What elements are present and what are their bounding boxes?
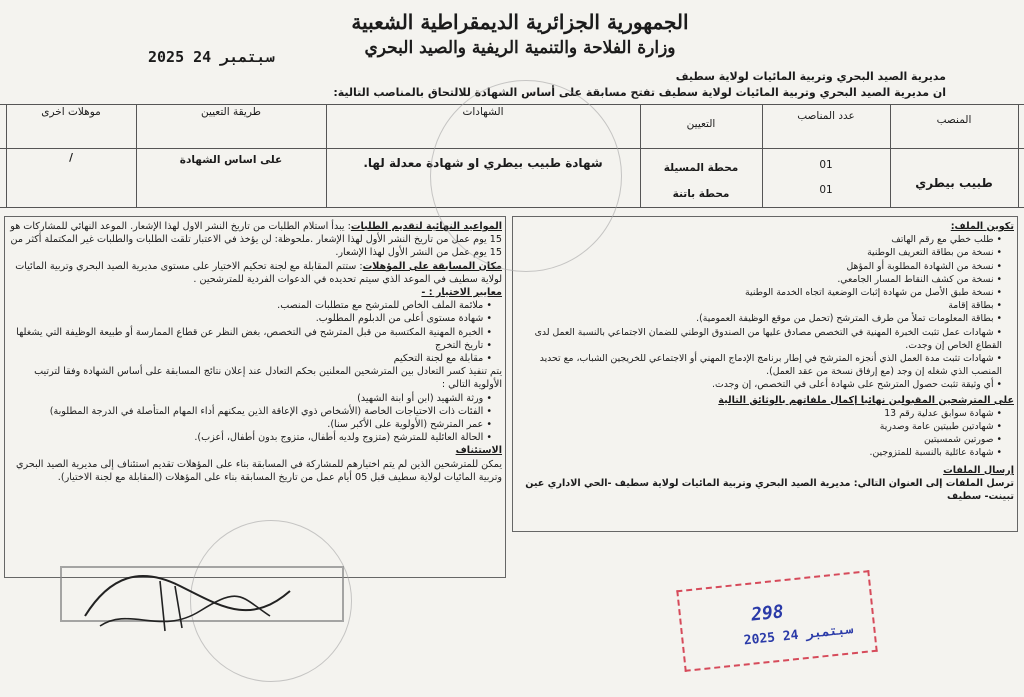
header-method: طريقة التعيين (200, 106, 262, 118)
final-docs-title: على المترشحين المقبولين نهائيا إكمال ملفاتهم بالوثائق التالية (718, 394, 1014, 406)
header-assignment: التعيين (686, 118, 716, 130)
send-title: إرسال الملفات (943, 464, 1014, 476)
appeal-title: الاستئناف (455, 445, 502, 457)
signature (70, 556, 310, 646)
place-text: ستتم المقابلة مع لجنة تحكيم الاختيار على مستوى مديرية الصيد البحري وتربية المائيات لولاية سطيف في الموعد الذي سيتم تحديده في الدعوات الفردية للمترشحين . (15, 260, 502, 285)
row1-count: 01 (819, 159, 833, 171)
criteria-item: • مقابلة مع لجنة التحكيم (6, 352, 492, 365)
file-item: • بطاقة إقامة (516, 299, 1002, 312)
deadline-paragraph: المواعيد النهائية لتقديم الطلبات: يبدأ استلام الطلبات من تاريخ النشر الاول لهذا الإشعار. الموعد النهائي للمشاركات هو 15 يوم عمل من تاريخ النشر الأول لهذا الإشعار .ملحوظة: لن يؤخذ في الاعتبار تلقت الطلبات والطلبات غير المكتملة أكثر من 15 يوم عمل من النشر الأول لهذا الإشعار. (10, 221, 502, 259)
appeal-text: يمكن للمترشحين الذين لم يتم اختيارهم للمشاركة في المسابقة بناء على المؤهلات تقديم استئناف إلى مديرية الصيد البحري وتربية المائيات لولاية سطيف قبل 05 أيام عمل من تاريخ المسابقة بناء على المؤهلات (المقابلة مع لجنة الاختيار). (15, 458, 502, 483)
criteria-item: • تاريخ التخرج (6, 339, 492, 352)
registration-stamp (676, 570, 878, 672)
tie-item: • عمر المترشح (الأولوية على الأكبر سنا). (6, 418, 492, 431)
post-name: طبيب بيطري (915, 176, 993, 190)
tie-item: • ورثة الشهيد (ابن أو ابنة الشهيد) (6, 392, 492, 405)
header-post: المنصب (936, 114, 972, 126)
criteria-list (6, 299, 502, 365)
republic-title: الجمهورية الجزائرية الديمقراطية الشعبية (351, 10, 689, 34)
right-column (516, 220, 1014, 503)
tie-item: • الفئات ذات الاحتياجات الخاصة (الأشخاص ذوي الإعاقة الذين يمكنهم أداء المهام المتأصلة في الدرجة المطلوبة) (6, 405, 492, 418)
file-item: • نسخة من الشهادة المطلوبة أو المؤهل (516, 260, 1002, 273)
file-item: • بطاقة المعلومات تملأ من طرف المترشح (تحمل من موقع الوظيفة العمومية). (516, 312, 1002, 325)
final-item: • شهادة عائلية بالنسبة للمتزوجين. (516, 446, 1002, 459)
deadline-text: يبدأ استلام الطلبات من تاريخ النشر الاول لهذا الإشعار. الموعد النهائي للمشاركات هو 15 يوم عمل من تاريخ النشر الأول لهذا الإشعار .ملحوظة: لن يؤخذ في الاعتبار تلقت الطلبات والطلبات غير المكتملة أكثر من 15 يوم عمل من النشر الأول لهذا الإشعار. (10, 221, 502, 259)
faded-round-seal (430, 80, 622, 272)
criteria-title: معايير الاختيار : - (421, 287, 502, 299)
diploma-text: شهادة طبيب بيطري او شهادة معدلة لها. (363, 156, 603, 170)
announcement-intro: ان مديرية الصيد البحري وتربية المائيات لولاية سطيف تفتح مسابقة على أساس الشهادة للالتحاق بالمناصب التالية: (333, 86, 946, 99)
deadline-title: المواعيد النهائية لتقديم الطلبات (350, 221, 502, 232)
file-item: • شهادات تثبت مدة العمل الذي أنجزه المترشح في إطار برنامج الإدماج المهني أو الاجتماعي للخريجين الشباب، مع تحديد المنصب الذي شغله إن وجد (مع إرفاق نسخة من عقد العمل). (516, 352, 1002, 378)
tie-item: • الحالة العائلية للمترشح (متزوج ولديه أطفال، متزوج بدون أطفال، أعزب). (6, 431, 492, 444)
criteria-item: • ملائمة الملف الخاص للمترشح مع متطلبات المنصب. (6, 299, 492, 312)
row1-assignment: محطة المسيلة (663, 162, 739, 174)
place-title: مكان المسابقة على المؤهلات (362, 260, 502, 272)
ministry-title: وزارة الفلاحة والتنمية الريفية والصيد البحري (364, 38, 676, 58)
header-other: موهلات اخرى (41, 106, 101, 118)
file-item: • نسخة من بطاقة التعريف الوطنية (516, 246, 1002, 259)
final-item: • صورتين شمسيتين (516, 433, 1002, 446)
method-text: على اساس الشهادة (179, 154, 283, 166)
final-item: • شهادة سوابق عدلية رقم 13 (516, 407, 1002, 420)
other-text: / (69, 152, 73, 164)
tie-break-text: يتم تنفيذ كسر التعادل بين المترشحين المعلنين بحكم التعادل عند إعلان نتائج المسابقة على أساس الشهادة وفقا لترتيب الأولوية التالي : (34, 366, 502, 391)
directorate-name: مديرية الصيد البحري وتربية المائيات لولاية سطيف (675, 70, 946, 83)
send-address: ترسل الملفات إلى العنوان التالي: مديرية الصيد البحري وتربية المائيات لولاية سطيف -الحي الاداري عين تبينت- سطيف (525, 477, 1014, 503)
header-count: عدد المناصب (797, 110, 855, 122)
place-paragraph: مكان المسابقة على المؤهلات: ستتم المقابلة مع لجنة تحكيم الاختيار على مستوى مديرية الصيد البحري وتربية المائيات لولاية سطيف في الموعد الذي سيتم تحديده في الدعوات الفردية للمترشحين . (15, 260, 502, 285)
row2-assignment: محطة باتنة (672, 188, 730, 200)
file-list (516, 233, 1014, 391)
row2-count: 01 (819, 184, 833, 196)
criteria-item: • شهادة مستوى أعلى من الدبلوم المطلوب. (6, 312, 492, 325)
registration-number: 298 (750, 601, 785, 626)
file-item: • شهادات عمل تثبت الخبرة المهنية في التخصص مصادق عليها من الصندوق الوطني للضمان الاجتماعي بالنسبة العمل لدى القطاع الخاص إن وجدت. (516, 326, 1002, 352)
registration-date: 2025 سبتمبر 24 (743, 622, 854, 649)
file-item: • أي وثيقة تثبت حصول المترشح على شهادة أعلى في التخصص، إن وجدت. (516, 378, 1002, 391)
file-item: • طلب خطي مع رقم الهاتف (516, 233, 1002, 246)
file-item: • نسخة طبق الأصل من شهادة إثبات الوضعية اتجاه الخدمة الوطنية (516, 286, 1002, 299)
final-docs-list (516, 407, 1014, 460)
criteria-item: • الخبرة المهنية المكتسبة من قبل المترشح في التخصص، بغض النظر عن قطاع الممارسة أو طبيعة الوظيفة التي يشغلها (6, 326, 492, 339)
left-column (6, 220, 502, 484)
file-title: تكوين الملف: (950, 221, 1014, 232)
final-item: • شهادتين طبيتين عامة وصدرية (516, 420, 1002, 433)
document-date: 2025 سبتمبر 24 (148, 48, 275, 66)
header-diploma: الشهادات (462, 106, 504, 118)
file-item: • نسخة من كشف النقاط المسار الجامعي. (516, 273, 1002, 286)
tie-break-list (6, 392, 502, 445)
